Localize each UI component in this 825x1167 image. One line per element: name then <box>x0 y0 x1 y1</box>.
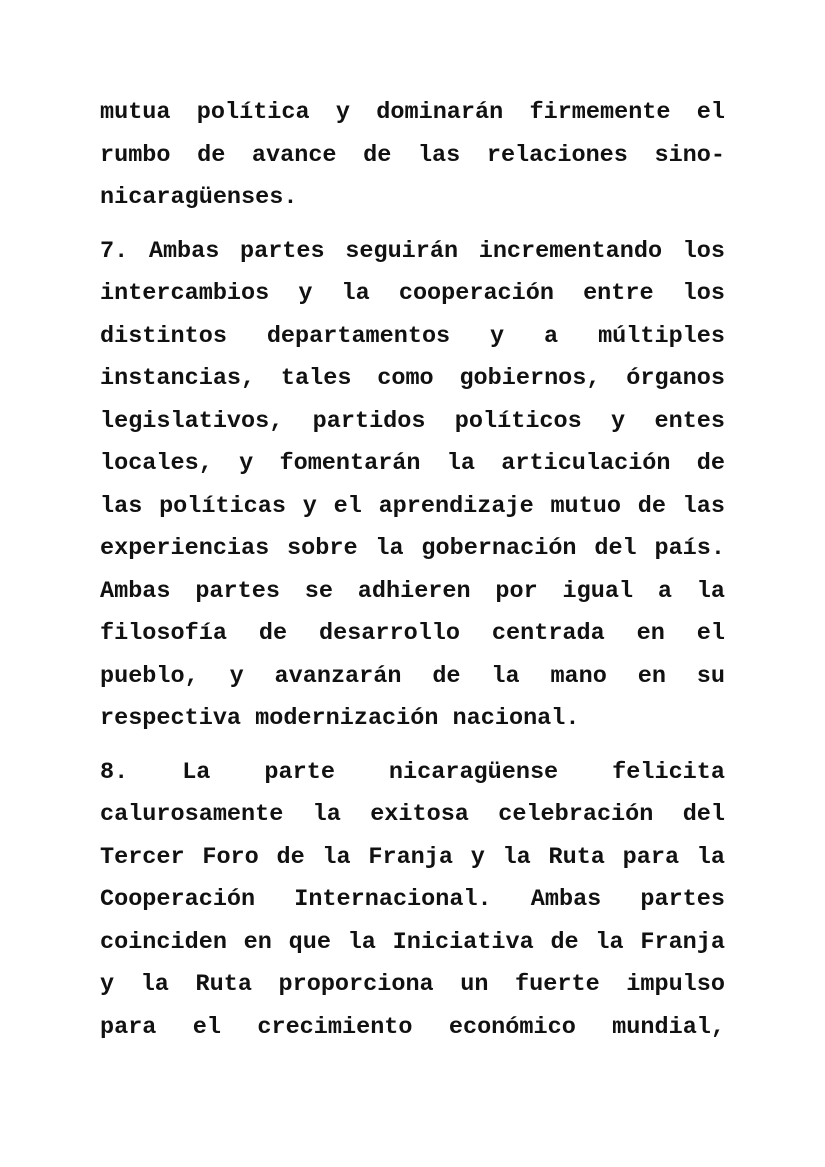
text-line: Tercer Foro de la Franja y la Ruta para la <box>100 843 725 871</box>
text-line: locales, y fomentarán la articulación de <box>100 450 725 477</box>
text-line: mutua política y dominarán firmemente el <box>100 99 725 126</box>
paragraph-continuation <box>100 92 725 220</box>
text-line: Ambas partes se adhieren por igual a la <box>100 577 725 605</box>
text-line: 8. La parte nicaragüense felicita <box>100 758 725 786</box>
text-line: filosofía de desarrollo centrada en el <box>100 620 725 647</box>
text-line: Cooperación Internacional. Ambas partes <box>100 886 725 913</box>
text-line: nicaragüenses. <box>100 184 298 211</box>
paragraph-spacer <box>100 220 725 231</box>
text-line: respectiva modernización nacional. <box>100 705 580 732</box>
text-line: experiencias sobre la gobernación del país. <box>100 535 725 562</box>
text-line: y la Ruta proporciona un fuerte impulso <box>100 971 725 998</box>
text-line: para el crecimiento económico mundial, <box>100 1013 725 1041</box>
paragraph-item-7 <box>100 231 725 741</box>
text-line: calurosamente la exitosa celebración del <box>100 801 725 828</box>
text-line: instancias, tales como gobiernos, órganos <box>100 365 725 392</box>
document-page <box>100 92 725 1049</box>
text-line: 7. Ambas partes seguirán incrementando los <box>100 237 725 265</box>
paragraph-spacer <box>100 741 725 752</box>
text-line: las políticas y el aprendizaje mutuo de las <box>100 492 725 520</box>
text-line: intercambios y la cooperación entre los <box>100 280 725 307</box>
text-line: coinciden en que la Iniciativa de la Franja <box>100 928 725 956</box>
text-line: distintos departamentos y a múltiples <box>100 322 725 350</box>
text-line: rumbo de avance de las relaciones sino- <box>100 141 725 169</box>
paragraph-item-8 <box>100 752 725 1050</box>
text-line: pueblo, y avanzarán de la mano en su <box>100 662 725 690</box>
text-line: legislativos, partidos políticos y entes <box>100 407 725 435</box>
